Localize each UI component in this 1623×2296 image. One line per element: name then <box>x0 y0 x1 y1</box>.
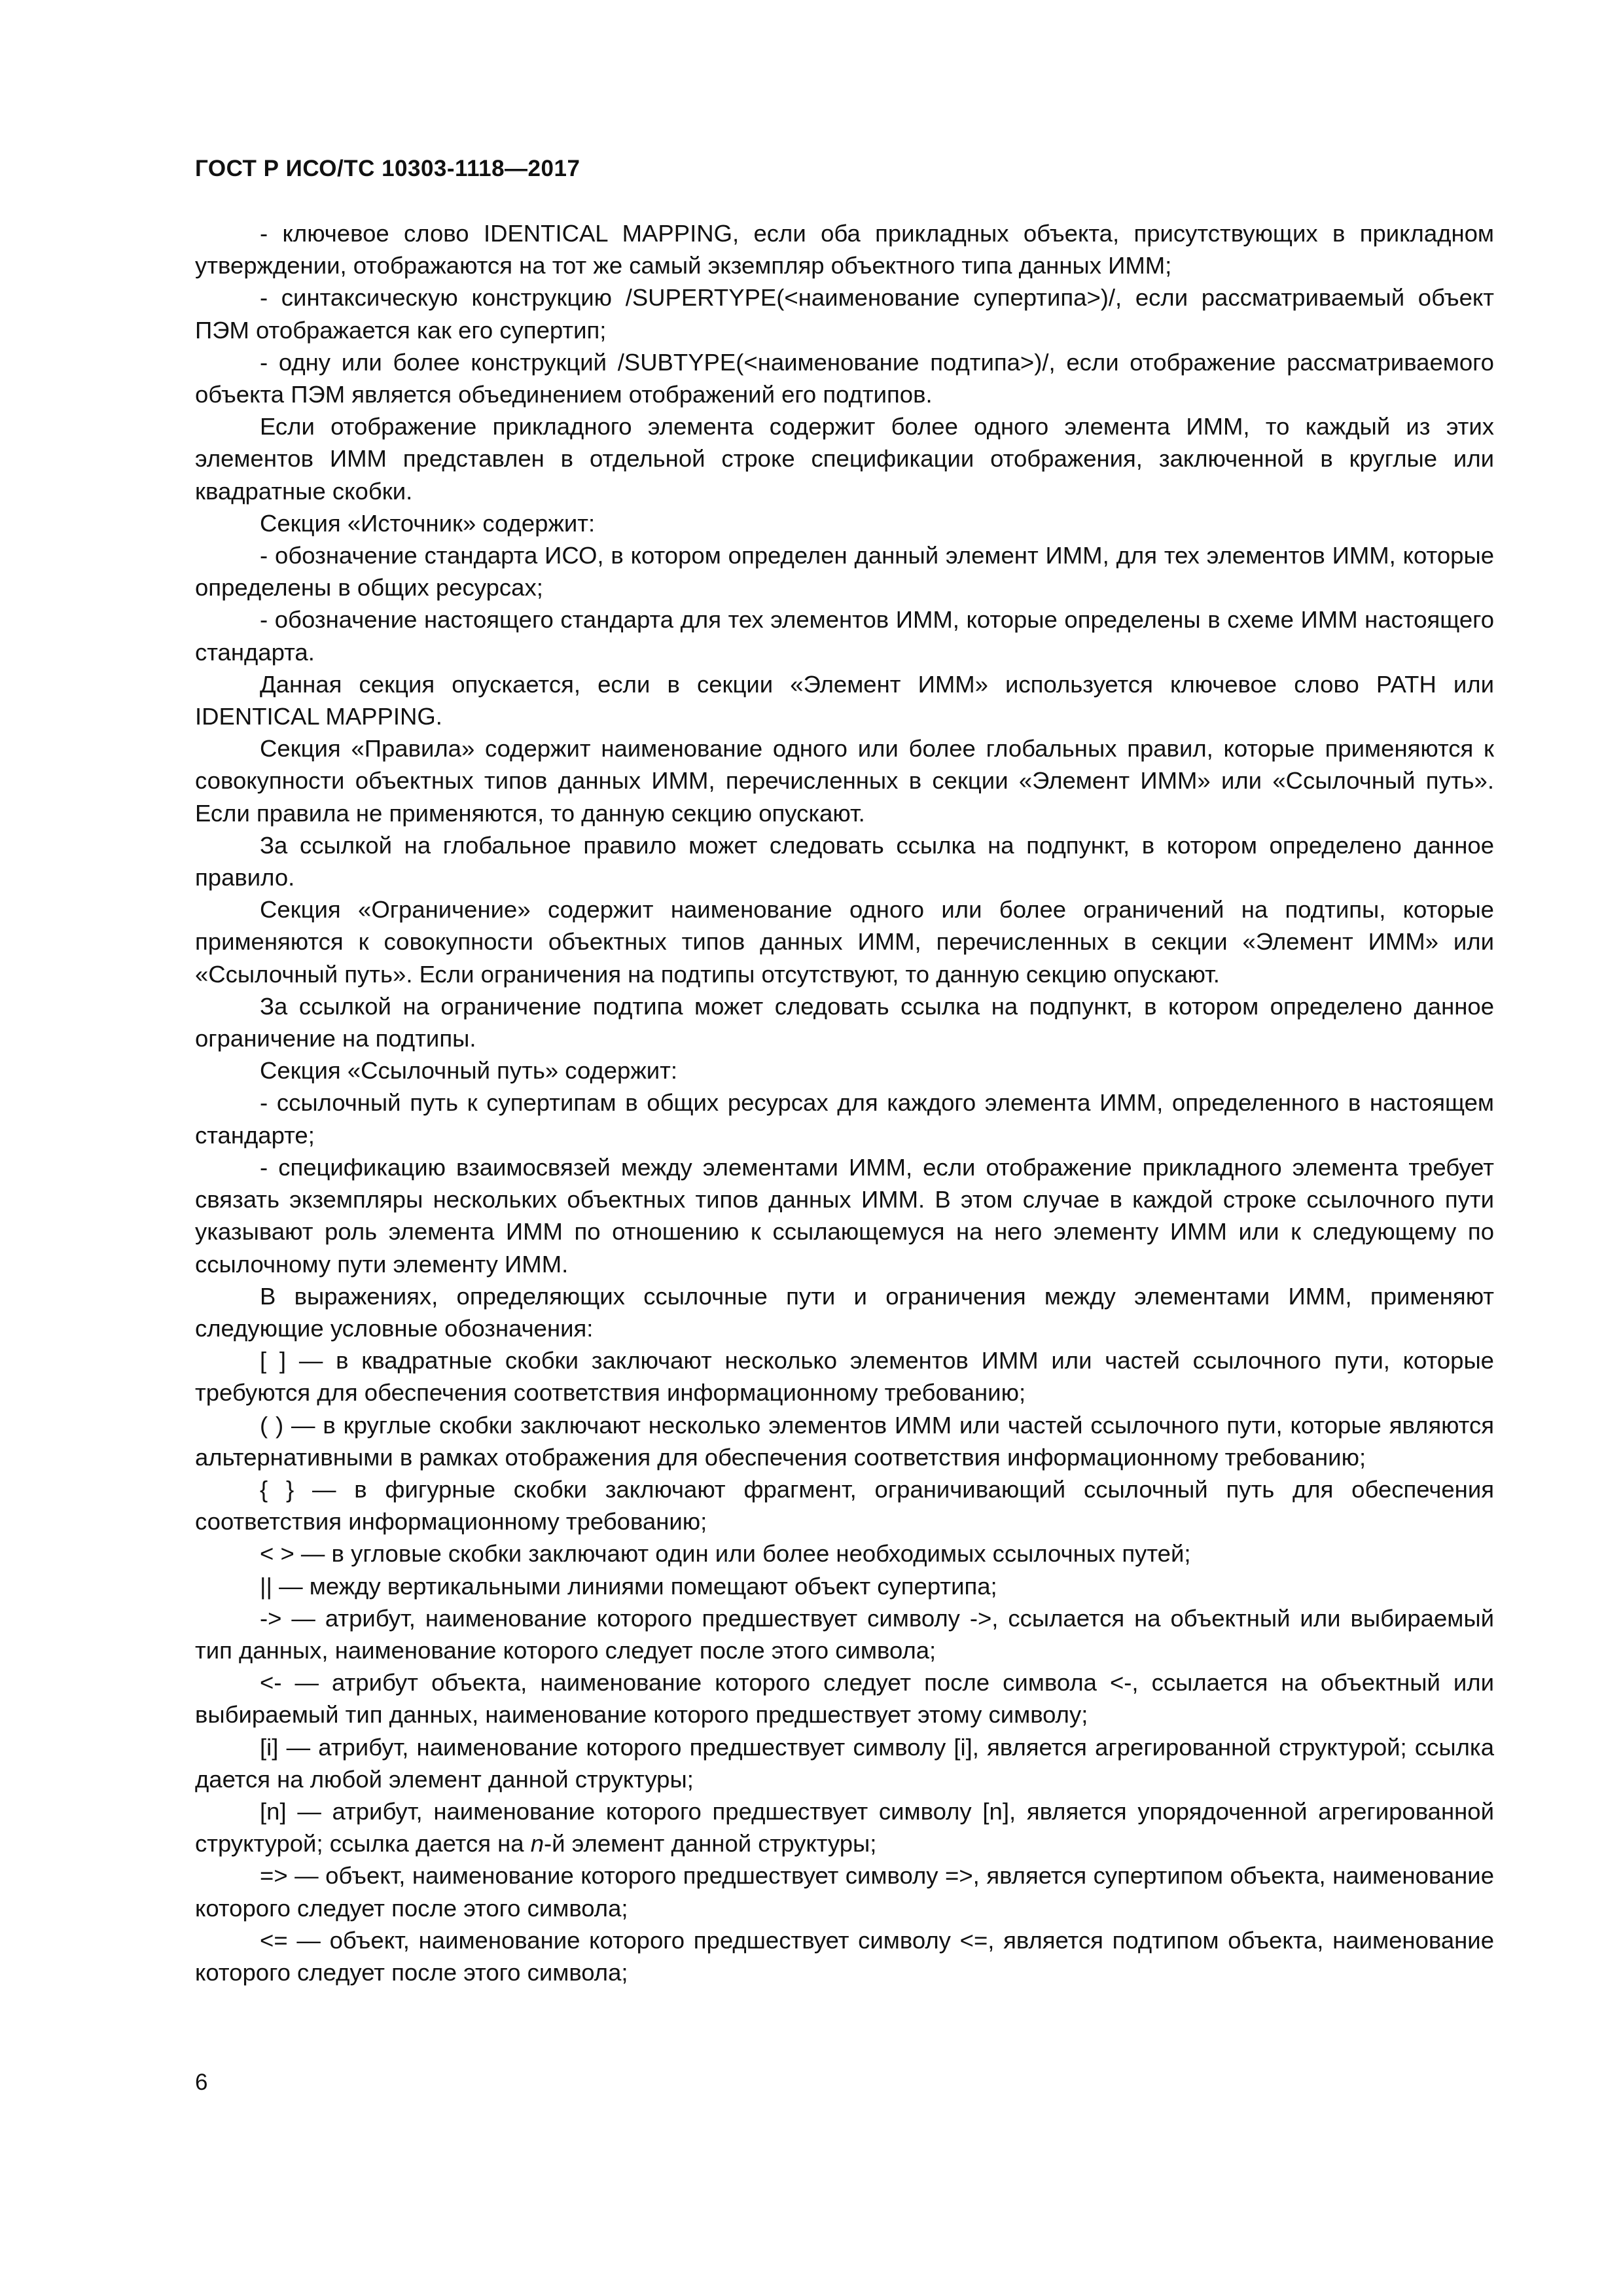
paragraph: Данная секция опускается, если в секции «Элемент ИММ» используется ключевое слово PATH или IDENTICAL MAPPING. <box>195 670 1494 730</box>
paragraph: { } — в фигурные скобки заключают фрагмент, ограничивающий ссылочный путь для обеспечения соответствия информационному требованию; <box>195 1475 1494 1535</box>
paragraph: <= — объект, наименование которого предшествует символу <=, является подтипом объекта, наименование которого следует после этого символа; <box>195 1926 1494 1986</box>
paragraph: || — между вертикальными линиями помещают объект супертипа; <box>260 1572 997 1600</box>
paragraph: - одну или более конструкций /SUBTYPE(<наименование подтипа>)/, если отображение рассматриваемого объекта ПЭМ является объединением отображений его подтипов. <box>195 348 1494 408</box>
italic-symbol: n <box>530 1830 544 1857</box>
paragraph: [i] — атрибут, наименование которого предшествует символу [i], является агрегированной структурой; ссылка дается на любой элемент данной структуры; <box>195 1733 1494 1793</box>
paragraph: Секция «Источник» содержит: <box>260 509 596 537</box>
paragraph: В выражениях, определяющих ссылочные пути и ограничения между элементами ИММ, применяют следующие условные обозначения: <box>195 1282 1494 1342</box>
paragraph: За ссылкой на ограничение подтипа может следовать ссылка на подпункт, в котором определено данное ограничение на подтипы. <box>195 992 1494 1052</box>
paragraph: - спецификацию взаимосвязей между элементами ИММ, если отображение прикладного элемента требует связать экземпляры нескольких объектных типов данных ИММ. В этом случае в каждой строке ссылочного пути указывают роль элемента ИММ по отношению к ссылающемуся на него элементу ИММ или к следующему по ссылочному пути элементу ИММ. <box>195 1153 1494 1278</box>
standard-designation: ГОСТ Р ИСО/ТС 10303-1118—2017 <box>195 156 580 181</box>
paragraph: Секция «Ограничение» содержит наименование одного или более ограничений на подтипы, которые применяются к совокупности объектных типов данных ИММ, перечисленных в секции «Элемент ИММ» или «Ссылочный путь». Если ограничения на подтипы отсутствуют, то данную секцию опускают. <box>195 896 1494 988</box>
page-number: 6 <box>195 2070 208 2095</box>
paragraph: [ ] — в квадратные скобки заключают несколько элементов ИММ или частей ссылочного пути, которые требуются для обеспечения соответствия информационному требованию; <box>195 1347 1494 1407</box>
paragraph: - обозначение стандарта ИСО, в котором определен данный элемент ИММ, для тех элементов ИММ, которые определены в общих ресурсах; <box>195 542 1494 601</box>
paragraph: - ссылочный путь к супертипам в общих ресурсах для каждого элемента ИММ, определенного в настоящем стандарте; <box>195 1089 1494 1149</box>
text-run: [n] — атрибут, наименование которого предшествует символу [n], является упорядоченной агрегированной структурой; ссылка дается на <box>195 1797 1494 1857</box>
text-run: -й элемент данной структуры; <box>544 1830 877 1857</box>
paragraph: ( ) — в круглые скобки заключают несколько элементов ИММ или частей ссылочного пути, которые являются альтернативными в рамках отображения для обеспечения соответствия информационному требованию; <box>195 1411 1494 1471</box>
body-text <box>195 217 1494 1988</box>
paragraph: - обозначение настоящего стандарта для тех элементов ИММ, которые определены в схеме ИММ настоящего стандарта. <box>195 606 1494 666</box>
paragraph: - ключевое слово IDENTICAL MAPPING, если оба прикладных объекта, присутствующих в прикладном утверждении, отображаются на тот же самый экземпляр объектного типа данных ИММ; <box>195 220 1494 279</box>
paragraph: => — объект, наименование которого предшествует символу =>, является супертипом объекта, наименование которого следует после этого символа; <box>195 1862 1494 1922</box>
paragraph: Секция «Правила» содержит наименование одного или более глобальных правил, которые применяются к совокупности объектных типов данных ИММ, перечисленных в секции «Элемент ИММ» или «Ссылочный путь». Если правила не применяются, то данную секцию опускают. <box>195 735 1494 827</box>
paragraph: За ссылкой на глобальное правило может следовать ссылка на подпункт, в котором определено данное правило. <box>195 831 1494 891</box>
paragraph: Секция «Ссылочный путь» содержит: <box>260 1057 678 1085</box>
paragraph: Если отображение прикладного элемента содержит более одного элемента ИММ, то каждый из этих элементов ИММ представлен в отдельной строке спецификации отображения, заключенной в круглые или квадратные скобки. <box>195 413 1494 505</box>
paragraph: <- — атрибут объекта, наименование которого следует после символа <-, ссылается на объектный или выбираемый тип данных, наименование которого предшествует этому символу; <box>195 1669 1494 1729</box>
paragraph: - синтаксическую конструкцию /SUPERTYPE(<наименование супертипа>)/, если рассматриваемый объект ПЭМ отображается как его супертип; <box>195 284 1494 344</box>
paragraph: < > — в угловые скобки заключают один или более необходимых ссылочных путей; <box>260 1540 1191 1568</box>
paragraph <box>195 1795 1494 1859</box>
paragraph: -> — атрибут, наименование которого предшествует символу ->, ссылается на объектный или выбираемый тип данных, наименование которого следует после этого символа; <box>195 1604 1494 1664</box>
